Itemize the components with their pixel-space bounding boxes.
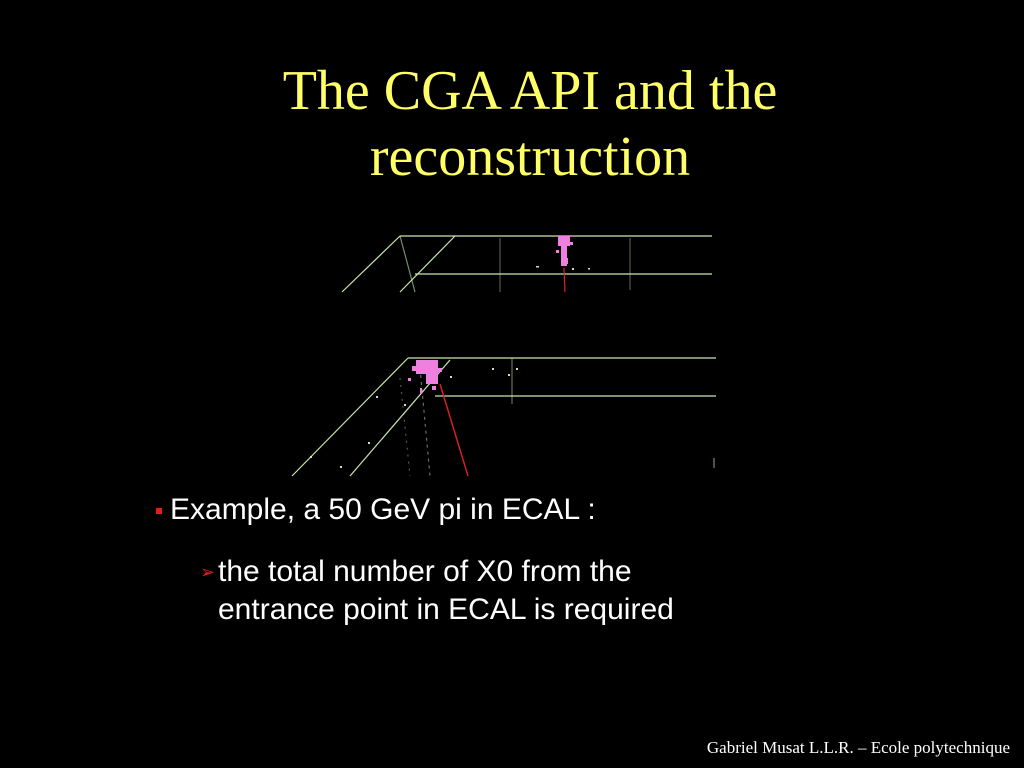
ecal-event-display: [280, 228, 730, 480]
slide-footer: Gabriel Musat L.L.R. – Ecole polytechnique: [706, 738, 1010, 757]
bullet-item: [156, 490, 596, 530]
slide-title: [200, 58, 860, 190]
upper-shower-core: [558, 236, 570, 246]
lower-detector-frame: [292, 358, 716, 476]
upper-track: [564, 268, 565, 292]
title-line-1: The CGA API and the: [282, 60, 778, 122]
bullet-text: Example, a 50 GeV pi in ECAL :: [170, 493, 596, 526]
lower-shower-core: [416, 360, 438, 374]
arrow-right-icon: ➢: [200, 562, 216, 582]
sub-bullet-item: [200, 553, 880, 629]
lower-shower: [310, 360, 518, 476]
title-line-2: reconstruction: [369, 126, 691, 188]
upper-detector-frame: [342, 236, 712, 292]
lower-track: [440, 384, 468, 476]
sub-bullet-line-2: entrance point in ECAL is required: [218, 593, 674, 626]
sub-bullet-text: [218, 553, 880, 629]
upper-shower: [536, 236, 590, 292]
square-bullet-icon: [156, 508, 162, 514]
sub-bullet-line-1: the total number of X0 from the: [218, 555, 632, 588]
